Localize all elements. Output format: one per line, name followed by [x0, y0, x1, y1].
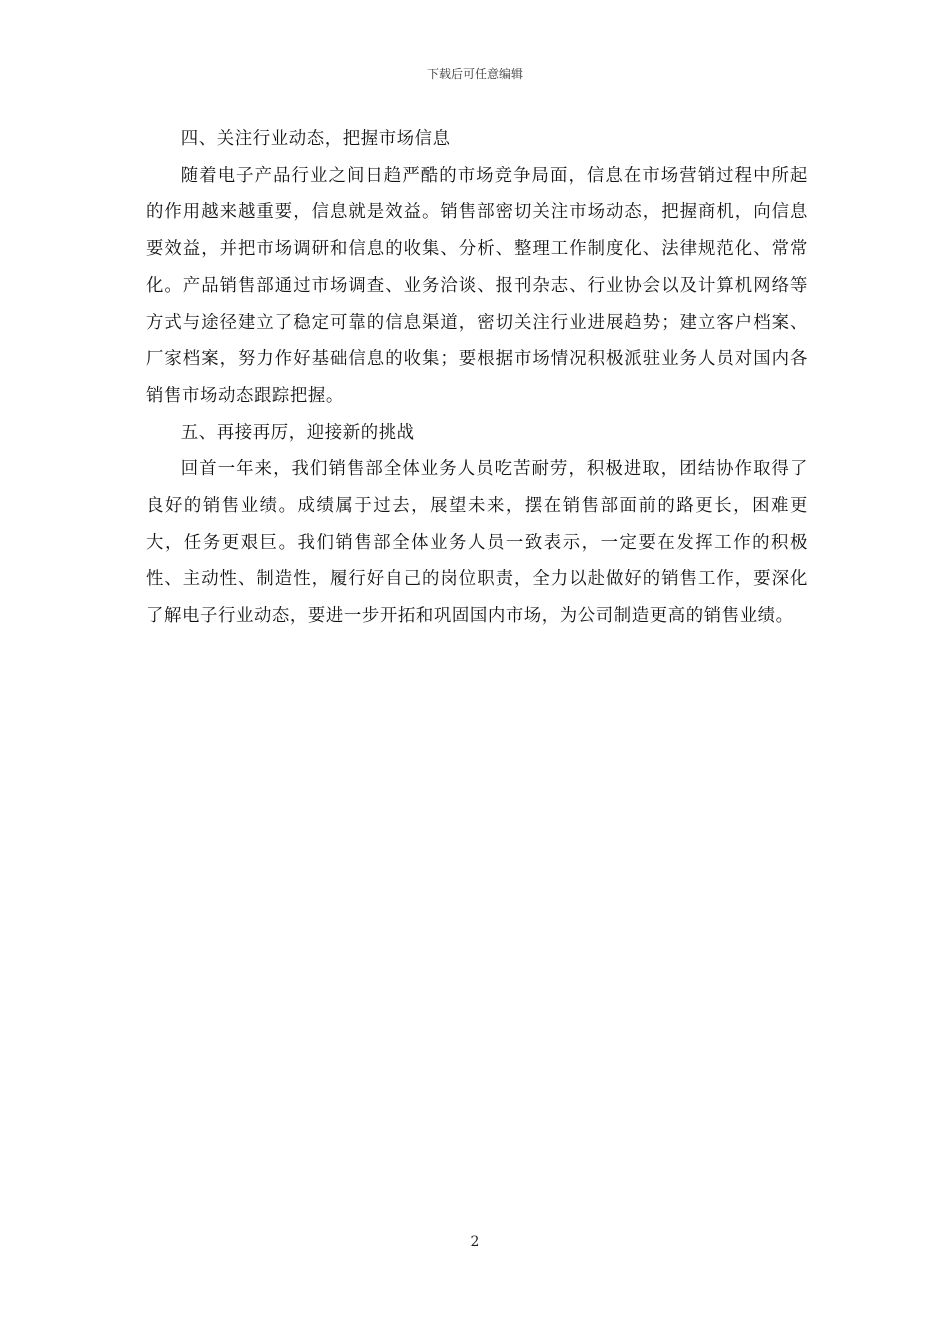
- header-note: 下载后可任意编辑: [426, 67, 523, 81]
- section-5-paragraph: 回首一年来，我们销售部全体业务人员吃苦耐劳，积极进取，团结协作取得了良好的销售业绩。成绩属于过去，展望未来，摆在销售部面前的路更长，困难更大，任务更艰巨。我们销售部全体业务人员一致表示，一定要在发挥工作的积极性、主动性、制造性，履行好自己的岗位职责，全力以赴做好的销售工作，要深化了解电子行业动态，要进一步开拓和巩固国内市场，为公司制造更高的销售业绩。: [146, 459, 808, 627]
- page-number: 2: [470, 1234, 480, 1250]
- section-4-heading: 四、关注行业动态，把握市场信息: [180, 129, 451, 149]
- section-5-heading: 五、再接再厉，迎接新的挑战: [180, 422, 415, 443]
- section-4-paragraph: 随着电子产品行业之间日趋严酷的市场竞争局面，信息在市场营销过程中所起的作用越来越重要，信息就是效益。销售部密切关注市场动态，把握商机，向信息要效益，并把市场调研和信息的收集、分析、整理工作制度化、法律规范化、常常化。产品销售部通过市场调查、业务洽谈、报刊杂志、行业协会以及计算机网络等方式与途径建立了稳定可靠的信息渠道，密切关注行业进展趋势；建立客户档案、厂家档案，努力作好基础信息的收集；要根据市场情况积极派驻业务人员对国内各销售市场动态跟踪把握。: [146, 165, 808, 406]
- document-body: [146, 121, 808, 635]
